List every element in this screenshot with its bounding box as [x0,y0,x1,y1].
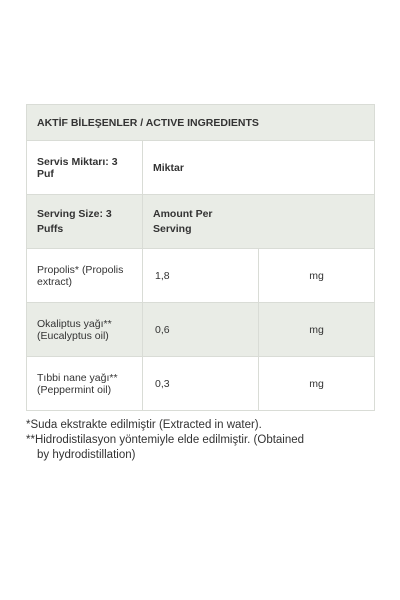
footnote-hydrodistillation: **Hidrodistilasyon yöntemiyle elde edilmiştir. (Obtained [26,434,305,446]
table-row [27,357,375,411]
footnotes [26,418,356,463]
footnote-extracted: *Suda ekstrakte edilmiştir (Extracted in water). [26,419,262,431]
amount-label-tr: Miktar [143,141,375,195]
serving-row-en [27,195,375,249]
serving-size-tr: Servis Miktarı: 3 Puf [27,141,143,195]
amount-label-en-line1: Amount Per [153,207,213,220]
table-row [27,249,375,303]
table-row [27,303,375,357]
serving-size-en: Serving Size: 3 Puffs [27,195,143,249]
amount-label-en [143,195,375,249]
table-header-row [27,105,375,141]
ingredient-name: Okaliptus yağı** (Eucalyptus oil) [27,303,143,357]
ingredient-value: 1,8 [143,249,259,303]
ingredient-value: 0,6 [143,303,259,357]
ingredients-table [26,104,375,411]
ingredient-name: Propolis* (Propolis extract) [27,249,143,303]
ingredient-unit: mg [259,303,375,357]
amount-label-en-line2: Serving [153,222,192,235]
ingredient-value: 0,3 [143,357,259,411]
ingredient-name: Tıbbi nane yağı** (Peppermint oil) [27,357,143,411]
table-title: AKTİF BİLEŞENLER / ACTIVE INGREDIENTS [27,105,375,141]
serving-row-tr [27,141,375,195]
ingredient-unit: mg [259,357,375,411]
ingredient-unit: mg [259,249,375,303]
footnote-hydrodistillation-cont: by hydrodistillation) [37,449,136,461]
